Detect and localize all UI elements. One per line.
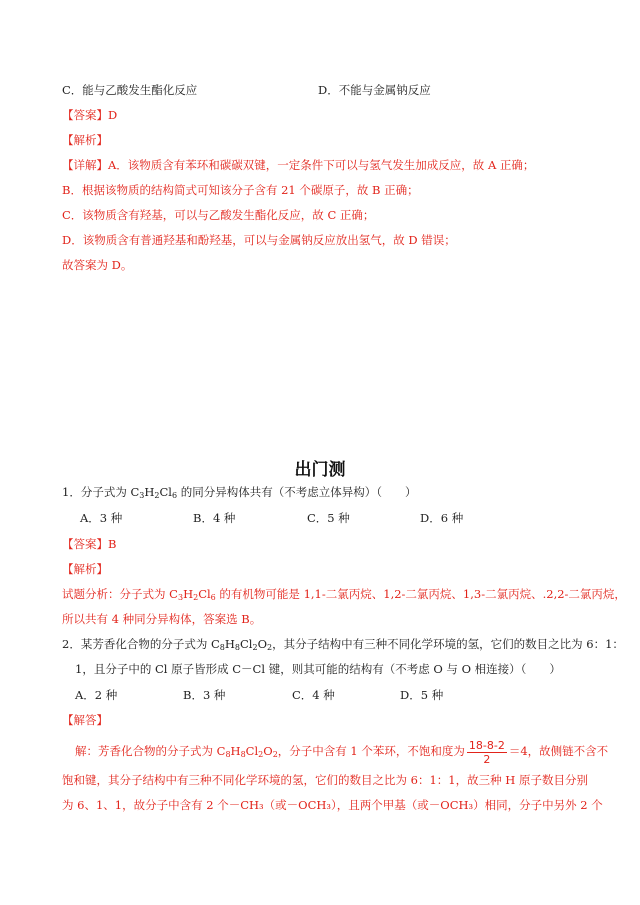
q2-option-a: A．2 种 xyxy=(75,688,118,702)
section-title: 出门测 xyxy=(294,460,346,480)
q2-option-c: C．4 种 xyxy=(292,688,335,702)
q1-option-b: B．4 种 xyxy=(193,511,236,525)
q2-solution-label: 【解答】 xyxy=(62,713,108,727)
q1-analysis-line2: 所以共有 4 种同分异构体，答案选 B。 xyxy=(62,612,262,626)
detail-d: D．该物质含有普通羟基和酚羟基，可以与金属钠反应放出氢气，故 D 错误； xyxy=(62,233,456,247)
answer-label: 【答案】D xyxy=(62,108,118,122)
conclusion: 故答案为 D。 xyxy=(62,258,133,272)
q2-solution-line1: 解：芳香化合物的分子式为 $C_8H_8Cl_2O_2$，分子中含有 1 个苯环，不饱和度为 $\frac{18-8-2}{2}$ ＝4，故侧链不含不 xyxy=(75,738,609,766)
analysis-label: 【解析】 xyxy=(62,133,108,147)
q1-answer-label: 【答案】B xyxy=(62,537,117,551)
q1-option-d: D．6 种 xyxy=(420,511,464,525)
q1-stem: 1．分子式为 $C_3H_2Cl_6$ 的同分异构体共有（不考虑立体异构）（ ） xyxy=(62,485,417,500)
detail-a: 【详解】A．该物质含有苯环和碳碳双键，一定条件下可以与氢气发生加成反应，故 A 正确； xyxy=(62,158,535,172)
q1-analysis-label: 【解析】 xyxy=(62,562,108,576)
q2-stem-line2: 1，且分子中的 Cl 原子皆形成 C－Cl 键，则其可能的结构有（不考虑 O 与 O 相连接）（ ） xyxy=(75,662,561,676)
q2-stem-line1: 2．某芳香化合物的分子式为 $C_8H_8Cl_2O_2$，其分子结构中有三种不同化学环境的氢，它们的数目之比为 6：1： xyxy=(62,637,624,652)
q2-solution-line2: 饱和键，其分子结构中有三种不同化学环境的氢，它们的数目之比为 6：1：1，故三种 H 原子数目分别 xyxy=(62,773,588,787)
option-d-text: D．不能与金属钠反应 xyxy=(318,83,431,97)
q2-option-d: D．5 种 xyxy=(400,688,444,702)
q1-option-a: A．3 种 xyxy=(80,511,123,525)
unsaturation-fraction: $\frac{18-8-2}{2}$ xyxy=(468,738,505,766)
q2-solution-line3: 为 6、1、1，故分子中含有 2 个－CH₃（或－OCH₃），且两个甲基（或－OCH₃）相同，分子中另外 2 个 xyxy=(62,798,603,812)
option-c-text: C．能与乙酸发生酯化反应 xyxy=(62,83,198,97)
q1-analysis-line1: 试题分析：分子式为 $C_3H_2Cl_6$ 的有机物可能是 1,1-二氯丙烷、1,2-二氯丙烷、1,3-二氯丙烷、.2,2-二氯丙烷， xyxy=(62,587,626,602)
detail-b: B．根据该物质的结构简式可知该分子含有 21 个碳原子，故 B 正确； xyxy=(62,183,419,197)
q1-option-c: C．5 种 xyxy=(307,511,350,525)
detail-c: C．该物质含有羟基，可以与乙酸发生酯化反应，故 C 正确； xyxy=(62,208,375,222)
q2-option-b: B．3 种 xyxy=(183,688,226,702)
